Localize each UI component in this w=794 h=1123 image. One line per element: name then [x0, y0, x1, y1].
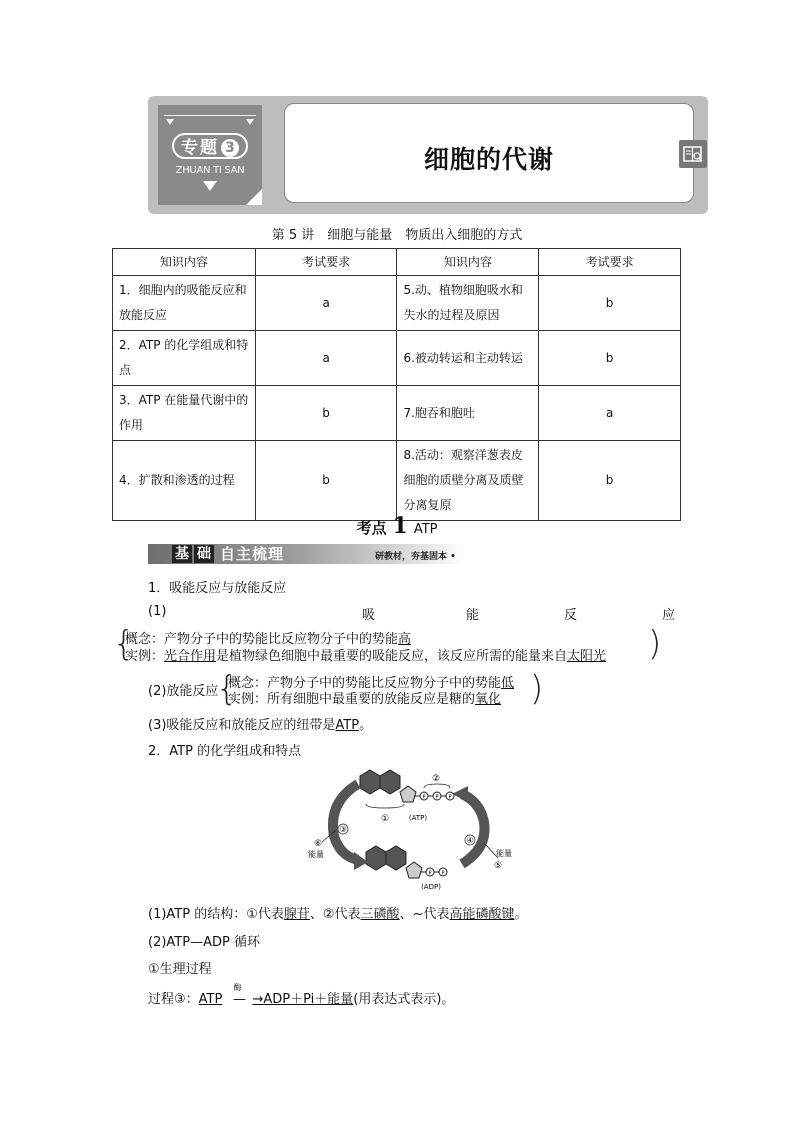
process-3-answer: →ADP＋Pi＋能量	[252, 992, 354, 1007]
heading-2: 2．ATP 的化学组成和特点	[148, 744, 302, 759]
section-note: 研教材，夯基固本 •	[375, 552, 456, 562]
structure-text: 。	[514, 907, 528, 922]
item2-concept-text: 概念：产物分子中的势能比反应物分子中的势能	[228, 676, 502, 691]
badge-label: 专题	[181, 138, 219, 158]
item2-example-answer: 氧化	[475, 692, 502, 707]
hydrolysis-arrow	[333, 784, 358, 860]
table-cell: a	[539, 386, 681, 441]
process-3-label: 过程③：	[148, 992, 199, 1007]
item2-concept-answer: 低	[501, 676, 515, 691]
item2-example	[228, 688, 501, 707]
diagram-label-2: ②	[431, 774, 441, 784]
adenine-ring-icon	[360, 770, 380, 794]
structure-answer: 三磷酸	[360, 907, 400, 922]
heading-1: 1．吸能反应与放能反应	[148, 581, 287, 596]
table-cell: 1．细胞内的吸能反应和放能反应	[113, 276, 256, 331]
kaodian-prefix: 考点	[356, 519, 387, 537]
phosphate-label: P	[422, 794, 426, 801]
lecture-title: 第 5 讲 细胞与能量 物质出入细胞的方式	[271, 228, 523, 243]
item1-char: 反	[564, 608, 578, 623]
item1-label: (1)	[148, 604, 167, 619]
ribose-ring-icon	[406, 862, 422, 878]
structure-line	[148, 903, 528, 922]
table-row	[113, 386, 681, 441]
item1-example	[125, 645, 606, 664]
table-row	[113, 276, 681, 331]
table-cell: 4．扩散和渗透的过程	[113, 441, 256, 521]
energy-right-label: 能量	[496, 849, 512, 858]
table-cell: b	[255, 441, 397, 521]
table-row	[113, 441, 681, 521]
table-cell: a	[255, 276, 397, 331]
diagram-label-5: ⑤	[493, 861, 503, 871]
table-cell: 2．ATP 的化学组成和特点	[113, 331, 256, 386]
badge-down-triangle-icon	[203, 181, 217, 191]
table-cell: 8.活动：观察洋葱表皮细胞的质壁分离及质壁分离复原	[397, 441, 539, 521]
adp-label: (ADP)	[421, 883, 441, 891]
item3-text: (3)吸能反应和放能反应的纽带是	[148, 718, 336, 733]
item1-char: 能	[466, 608, 480, 623]
adenosine-brace	[366, 804, 404, 808]
item1-concept-text: 概念：产物分子中的势能比反应物分子中的势能	[125, 632, 399, 647]
atp-adp-cycle-diagram	[300, 764, 520, 894]
badge-fold-corner	[246, 189, 262, 205]
table-cell: b	[539, 276, 681, 331]
item1-example-answer: 太阳光	[567, 649, 607, 664]
energy-left-label: 能量	[308, 850, 324, 859]
table-cell: 6.被动转运和主动转运	[397, 331, 539, 386]
structure-text: 、②代表	[309, 907, 361, 922]
table-header-cell: 考试要求	[539, 249, 681, 276]
enzyme-label: 酶	[233, 983, 242, 992]
structure-answer: 腺苷	[283, 907, 310, 922]
table-row	[113, 331, 681, 386]
badge-decor-line	[164, 115, 256, 116]
book-search-icon	[679, 140, 707, 168]
table-header-cell: 知识内容	[397, 249, 539, 276]
ribose-ring-icon	[400, 786, 416, 802]
table-cell: 5.动、植物细胞吸水和失水的过程及原因	[397, 276, 539, 331]
badge-decor-triangle-right	[246, 119, 254, 125]
item3-answer: ATP	[335, 718, 360, 733]
table-cell: b	[539, 331, 681, 386]
synthesis-arrowhead-icon	[452, 786, 468, 802]
kaodian-heading	[0, 513, 794, 539]
item3	[148, 714, 372, 733]
item1-example-answer: 光合作用	[164, 649, 217, 664]
cycle-heading: (2)ATP—ADP 循环	[148, 935, 260, 950]
process-3-answer: ATP	[198, 992, 223, 1007]
table-cell: b	[539, 441, 681, 521]
chapter-title: 细胞的代谢	[423, 145, 554, 174]
synthesis-arrow	[462, 794, 485, 864]
item2-label: (2)放能反应	[148, 684, 219, 699]
diagram-label-4: ④	[466, 836, 474, 845]
table-header-row	[113, 249, 681, 276]
topic-badge	[158, 105, 262, 205]
process-3-line	[148, 983, 455, 1007]
structure-answer: 高能磷酸键	[449, 907, 515, 922]
section-banner-char: 础	[194, 545, 214, 563]
right-brace: )	[648, 624, 662, 664]
section-banner-title: 自主梳理	[220, 545, 285, 563]
phosphate-label: P	[441, 870, 445, 877]
phosphate-label: P	[448, 794, 452, 801]
requirements-table	[112, 248, 681, 521]
phosphate-label: P	[435, 794, 439, 801]
item1-example-text: 是植物绿色细胞中最重要的吸能反应，该反应所需的能量来自	[216, 649, 568, 664]
item2-example-text: 实例：所有细胞中最重要的放能反应是糖的	[228, 692, 476, 707]
badge-pinyin: ZHUAN TI SAN	[175, 165, 245, 176]
table-cell: b	[255, 386, 397, 441]
item1-char: 吸	[362, 608, 376, 623]
diagram-label-1: ①	[380, 814, 390, 824]
adenine-ring-icon	[386, 846, 406, 870]
phosphate-brace	[424, 784, 450, 788]
right-brace: )	[530, 669, 544, 709]
item1-concept-answer: 高	[398, 632, 412, 647]
item1-char: 应	[662, 608, 676, 623]
table-cell: a	[255, 331, 397, 386]
item1-example-text: 实例：	[125, 649, 165, 664]
adenine-ring-icon	[380, 770, 400, 794]
diagram-label-6: ⑥	[313, 839, 323, 849]
badge-pill	[172, 133, 248, 159]
structure-text: (1)ATP 的结构：①代表	[148, 907, 284, 922]
table-header-cell: 知识内容	[113, 249, 256, 276]
badge-decor-triangle-left	[166, 119, 174, 125]
left-brace: {	[113, 624, 135, 664]
process-3-text: (用表达式表示)。	[353, 992, 455, 1007]
item3-text: 。	[359, 718, 373, 733]
atp-label: (ATP)	[408, 814, 428, 822]
section-banner-char: 基	[172, 545, 192, 563]
table-cell: 7.胞吞和胞吐	[397, 386, 539, 441]
adenine-ring-icon	[366, 846, 386, 870]
badge-number: 3	[221, 139, 239, 157]
table-header-cell: 考试要求	[255, 249, 397, 276]
phosphate-label: P	[428, 870, 432, 877]
diagram-label-3: ③	[339, 825, 347, 834]
structure-text: 、~代表	[399, 907, 450, 922]
process-heading: ①生理过程	[148, 962, 212, 977]
kaodian-number: 1	[392, 513, 408, 539]
enzyme-arrow: — 酶	[232, 983, 246, 1007]
kaodian-topic: ATP	[413, 522, 438, 537]
left-brace: {	[216, 669, 238, 709]
table-cell: 3．ATP 在能量代谢中的作用	[113, 386, 256, 441]
